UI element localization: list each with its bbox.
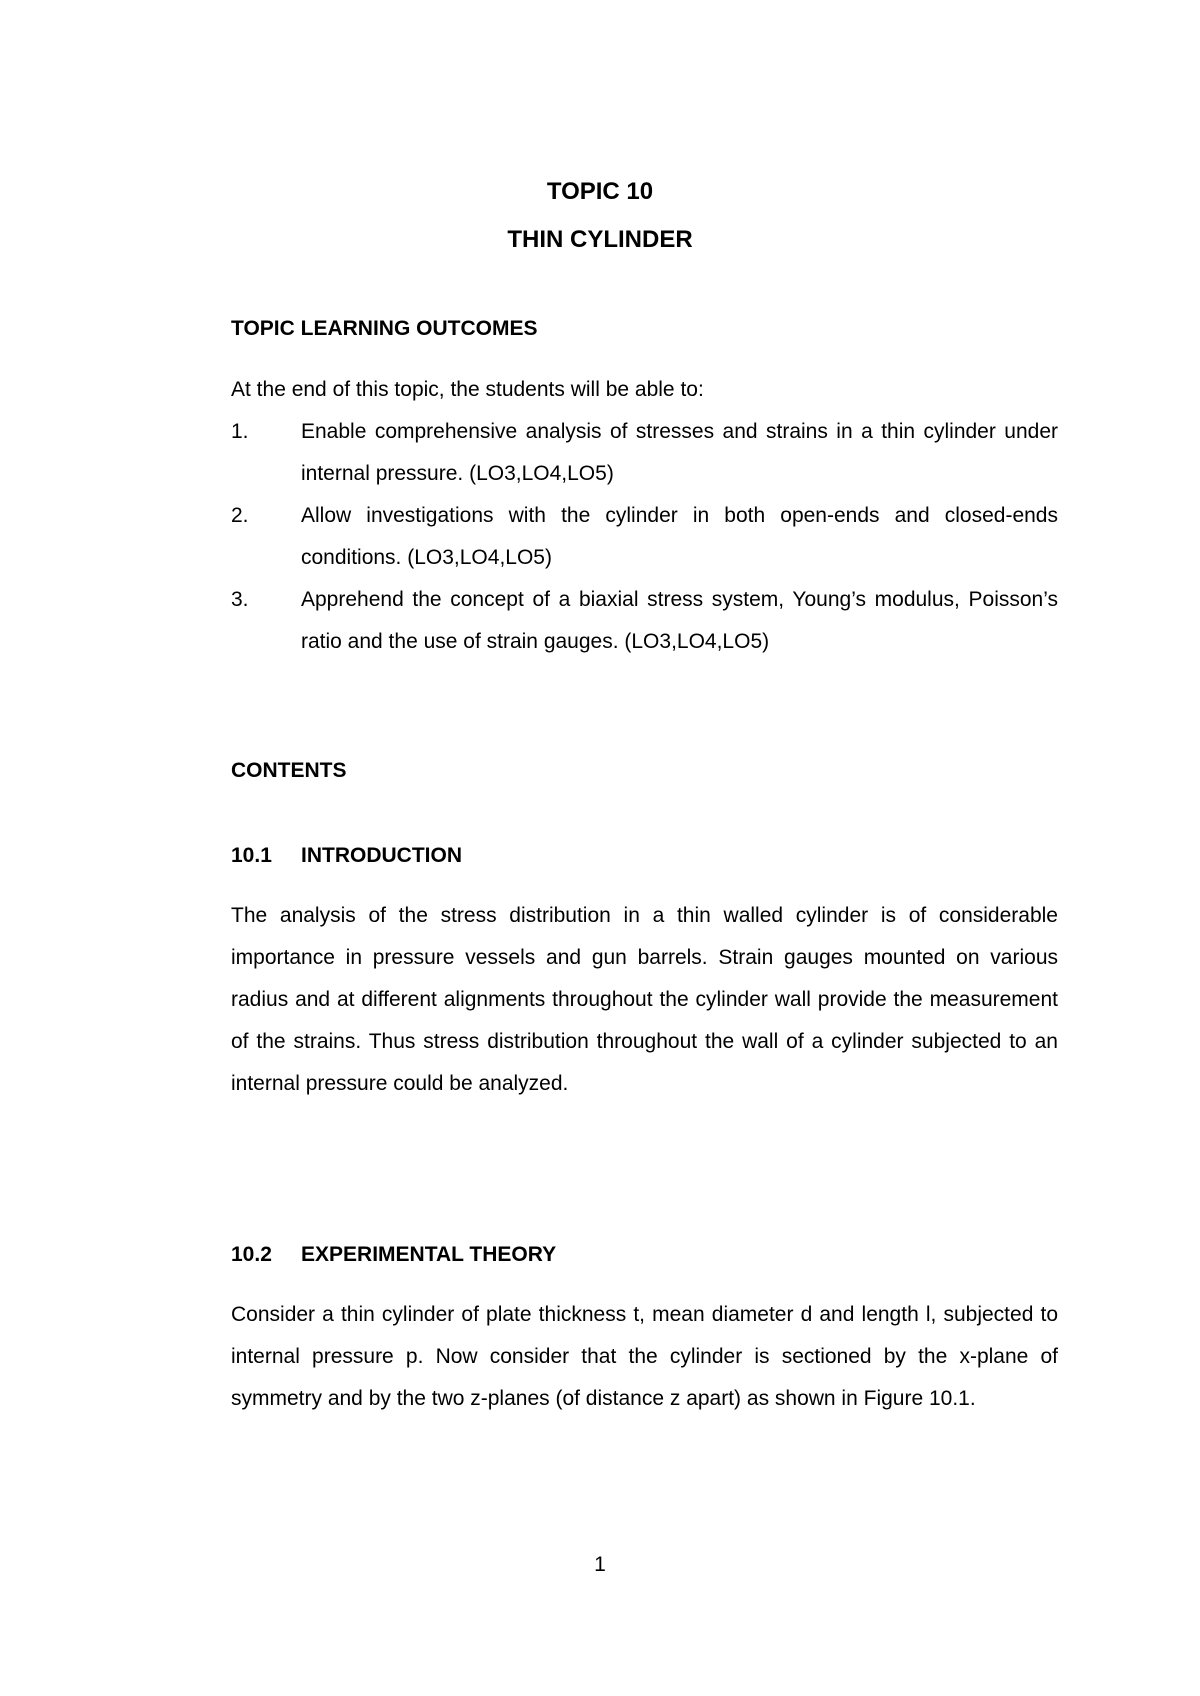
outcome-text: Enable comprehensive analysis of stresses and strains in a thin cylinder under internal pressure. (LO3,LO4,LO5) [301,420,1058,485]
outcome-item [231,579,1058,663]
outcome-item [231,495,1058,579]
outcomes-intro: At the end of this topic, the students will be able to: [231,378,704,401]
outcomes-list [231,411,1058,663]
section-number: 10.2 [231,1243,272,1266]
outcome-number: 2. [231,504,249,527]
outcome-text: Apprehend the concept of a biaxial stress system, Young’s modulus, Poisson’s ratio and the use of strain gauges. (LO3,LO4,LO5) [301,588,1058,653]
section-title: EXPERIMENTAL THEORY [301,1243,557,1266]
section-heading-introduction [231,844,462,868]
section-title: INTRODUCTION [301,844,462,867]
section-heading-experimental-theory [231,1243,556,1267]
outcome-number: 1. [231,420,249,443]
outcomes-heading: TOPIC LEARNING OUTCOMES [231,317,538,340]
outcome-text: Allow investigations with the cylinder in both open-ends and closed-ends conditions. (LO3,LO4,LO5) [301,504,1058,569]
contents-heading: CONTENTS [231,759,347,782]
outcome-item [231,411,1058,495]
outcome-number: 3. [231,588,249,611]
topic-number: TOPIC 10 [546,178,654,205]
page-number: 1 [594,1553,606,1576]
page-title: THIN CYLINDER [507,226,693,253]
section-body-experimental-theory: Consider a thin cylinder of plate thickness t, mean diameter d and length l, subjected to internal pressure p. Now consider that the cylinder is sectioned by the x-plane of symmetry and by the two z-planes (of distance z apart) as shown in Figure 10.1. [231,1303,1058,1410]
section-number: 10.1 [231,844,272,867]
section-body-introduction: The analysis of the stress distribution in a thin walled cylinder is of considerable importance in pressure vessels and gun barrels. Strain gauges mounted on various radius and at different alignments throughout the cylinder wall provide the measurement of the strains. Thus stress distribution throughout the wall of a cylinder subjected to an internal pressure could be analyzed. [231,904,1058,1095]
